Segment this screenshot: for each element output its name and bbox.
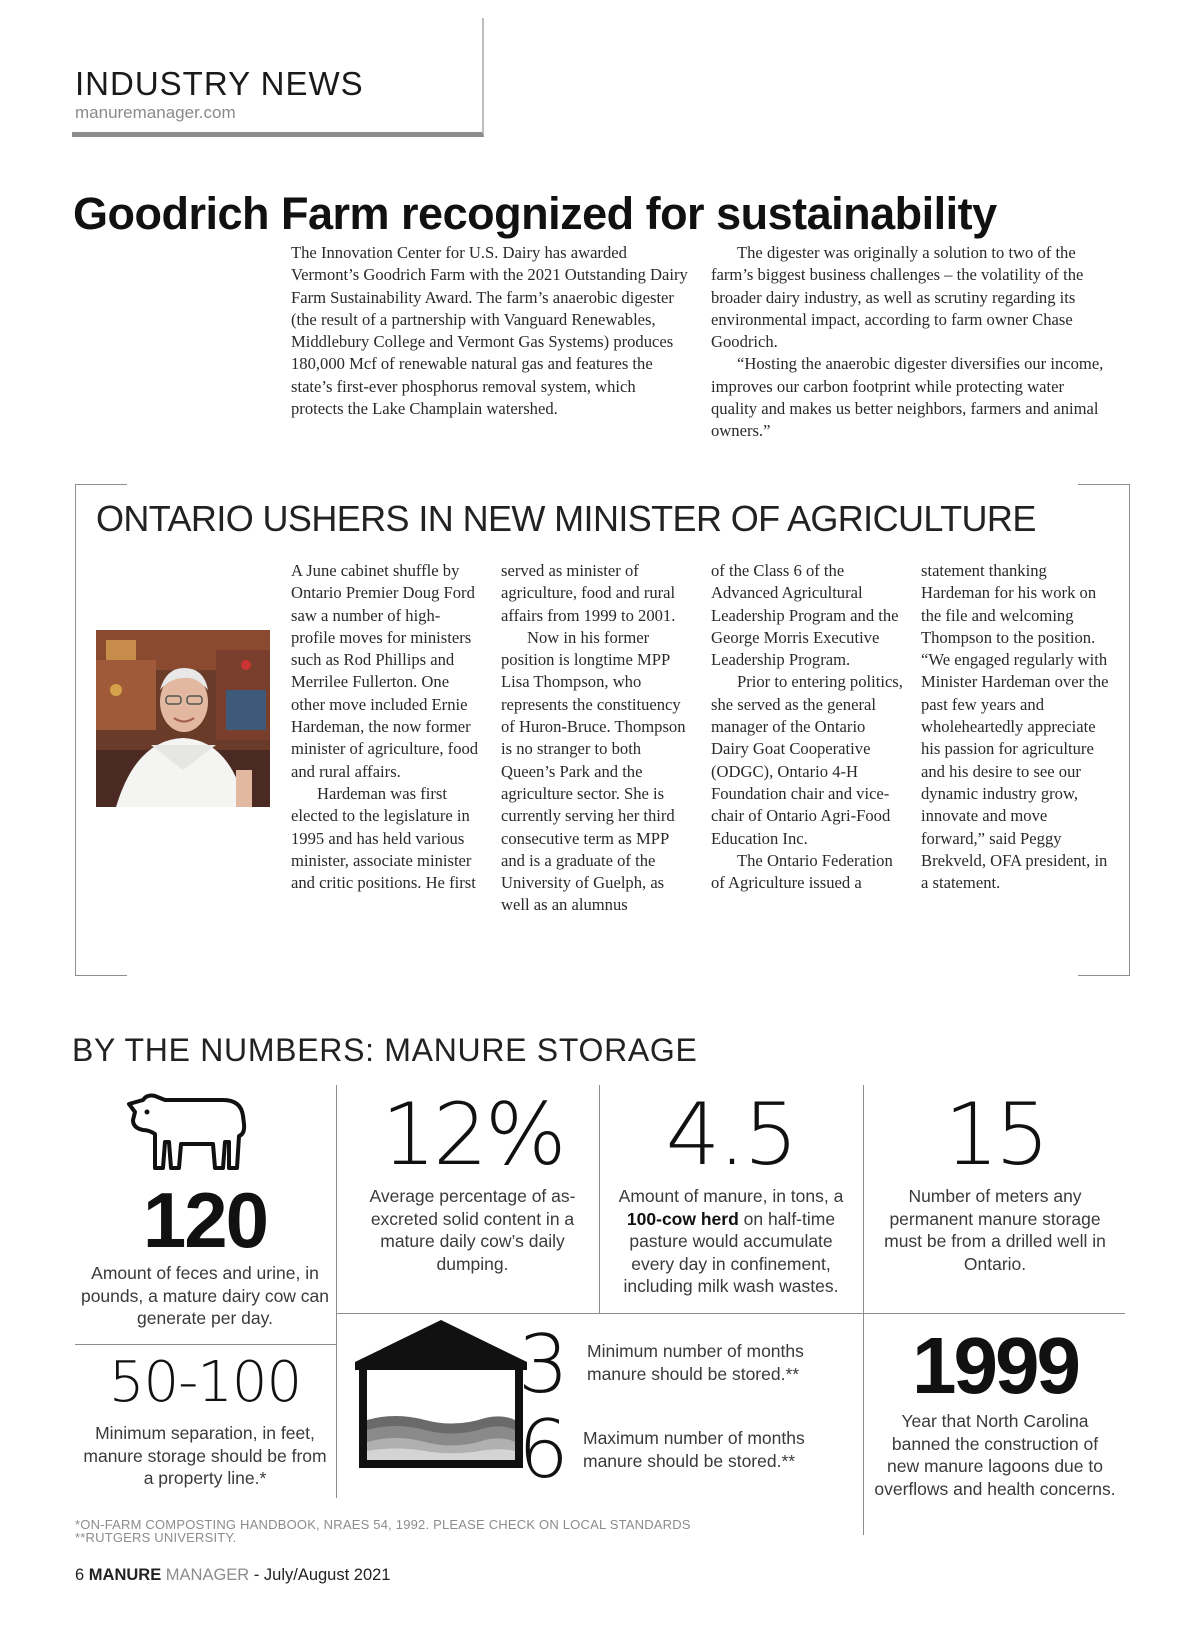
divider	[336, 1085, 337, 1314]
sidebar-headline: ONTARIO USHERS IN NEW MINISTER OF AGRICULTURE	[96, 498, 1036, 539]
stat-caption: Amount of feces and urine, in pounds, a mature dairy cow can generate per day.	[80, 1263, 330, 1328]
stat-value: 50-100	[108, 1350, 302, 1415]
paragraph: The digester was originally a solution to two of the farm’s biggest business challenges – the volatility of the broader dairy industry, as well as scrutiny regarding its environmental impact, according to farm owner Chase Goodrich.	[711, 243, 1084, 352]
sidebar-column-1	[291, 560, 483, 894]
stat-value: 6	[518, 1403, 569, 1496]
caption-text: Amount of manure, in tons, a	[618, 1186, 844, 1206]
box-right-rule	[1129, 484, 1130, 976]
stat-value: 120	[142, 1176, 268, 1264]
stat-value: 3	[518, 1318, 569, 1411]
paragraph: Prior to entering politics, she served as the general manager of the Ontario Dairy Goat Cooperative (ODGC), Ontario 4-H Foundation chair and vice-chair of Ontario Agri-Food Education Inc.	[711, 672, 903, 848]
stat-value: 4.5	[665, 1085, 797, 1185]
box-left-rule	[75, 484, 76, 976]
stat-caption: Minimum separation, in feet, manure storage should be from a property line.*	[83, 1423, 327, 1488]
paragraph: Hardeman was first elected to the legislature in 1995 and has held various minister, associate minister and critic positions. He first	[291, 783, 476, 893]
stat-caption: Maximum number of months manure should be stored.**	[583, 1428, 805, 1471]
page-footer	[75, 1566, 390, 1585]
divider	[336, 1313, 1125, 1314]
box-corner	[75, 484, 127, 485]
sidebar-column-3	[711, 560, 903, 894]
stat-caption: Number of meters any permanent manure storage must be from a drilled well in Ontario.	[884, 1186, 1106, 1274]
paragraph: served as minister of agriculture, food and rural affairs from 1999 to 2001.	[501, 561, 676, 625]
divider	[336, 1313, 337, 1498]
paragraph: Now in his former position is longtime MPP Lisa Thompson, who represents the constituency of Huron-Bruce. Thompson is no stranger to both Queen’s Park and the agriculture sector. She is currently serving her third consecutive term as MPP and is a graduate of the University of Guelph, as well as an alumnus	[501, 627, 686, 915]
stat-value: 15	[944, 1085, 1046, 1185]
box-corner	[75, 975, 127, 976]
paragraph: The Innovation Center for U.S. Dairy has awarded Vermont’s Goodrich Farm with the 2021 Outstanding Dairy Farm Sustainability Award. The farm’s anaerobic digester (the result of a partnership with Vanguard Renewables, Middlebury College and Vermont Gas Systems) produces 180,000 Mcf of renewable natural gas and features the state’s first-ever phosphorus removal system, which protects the Lake Champlain watershed.	[291, 243, 688, 419]
brand-manure: MANURE	[88, 1566, 162, 1584]
stat-value: 1999	[912, 1321, 1078, 1410]
stat-caption: Year that North Carolina banned the construction of new manure lagoons due to overflows and health concerns.	[874, 1411, 1116, 1499]
paragraph: “Hosting the anaerobic digester diversifies our income, improves our carbon footprint while protecting water quality and makes us better neighbors, farmers and animal owners.”	[711, 354, 1104, 441]
footnote-line: *ON-FARM COMPOSTING HANDBOOK, NRAES 54, 1992. PLEASE CHECK ON LOCAL STANDARDS	[75, 1517, 691, 1532]
story-column-1	[291, 242, 691, 420]
stat-value: 12%	[381, 1085, 564, 1185]
paragraph: statement thanking Hardeman for his work on the file and welcoming Thompson to the position. “We engaged regularly with Minister Hardeman over the past few years and wholeheartedly appreciate his passion for agriculture and his desire to see our dynamic industry grow, innovate and move forward,” said Peggy Brekveld, OFA president, in a statement.	[921, 561, 1109, 893]
divider	[75, 1344, 337, 1345]
footnote	[75, 1518, 691, 1544]
issue-date: - July/August 2021	[253, 1566, 391, 1584]
caption-text: on half-time pasture would accumulate every day in confinement, including milk wash wastes.	[623, 1208, 839, 1296]
footnote-line: **RUTGERS UNIVERSITY.	[75, 1530, 237, 1545]
paragraph: of the Class 6 of the Advanced Agricultural Leadership Program and the George Morris Executive Leadership Program.	[711, 561, 899, 670]
brand-manager: MANAGER	[161, 1566, 250, 1584]
stat-caption	[610, 1185, 852, 1298]
box-corner	[1078, 484, 1130, 485]
box-corner	[1078, 975, 1130, 976]
cow-icon	[125, 1090, 247, 1177]
story-headline: Goodrich Farm recognized for sustainability	[73, 188, 997, 239]
portrait-photo	[96, 630, 270, 807]
caption-emphasis: 100-cow herd	[626, 1208, 739, 1229]
manure-storage-icon	[355, 1320, 527, 1475]
paragraph: The Ontario Federation of Agriculture issued a	[711, 850, 893, 893]
stat-caption: Minimum number of months manure should be stored.**	[587, 1341, 804, 1384]
page-number: 6	[75, 1566, 85, 1584]
site-url[interactable]: manuremanager.com	[75, 103, 236, 122]
sidebar-column-4	[921, 560, 1113, 894]
paragraph: A June cabinet shuffle by Ontario Premier Doug Ford saw a number of high-profile moves for ministers such as Rod Phillips and Merrilee Fullerton. One other move included Ernie Hardeman, the now former minister of agriculture, food and rural affairs.	[291, 561, 479, 781]
story-column-2	[711, 242, 1111, 443]
numbers-heading: BY THE NUMBERS: MANURE STORAGE	[72, 1032, 698, 1068]
section-title: INDUSTRY NEWS	[75, 65, 364, 102]
sidebar-column-2	[501, 560, 693, 917]
stat-caption: Average percentage of as-excreted solid content in a mature daily cow’s daily dumping.	[369, 1186, 576, 1274]
